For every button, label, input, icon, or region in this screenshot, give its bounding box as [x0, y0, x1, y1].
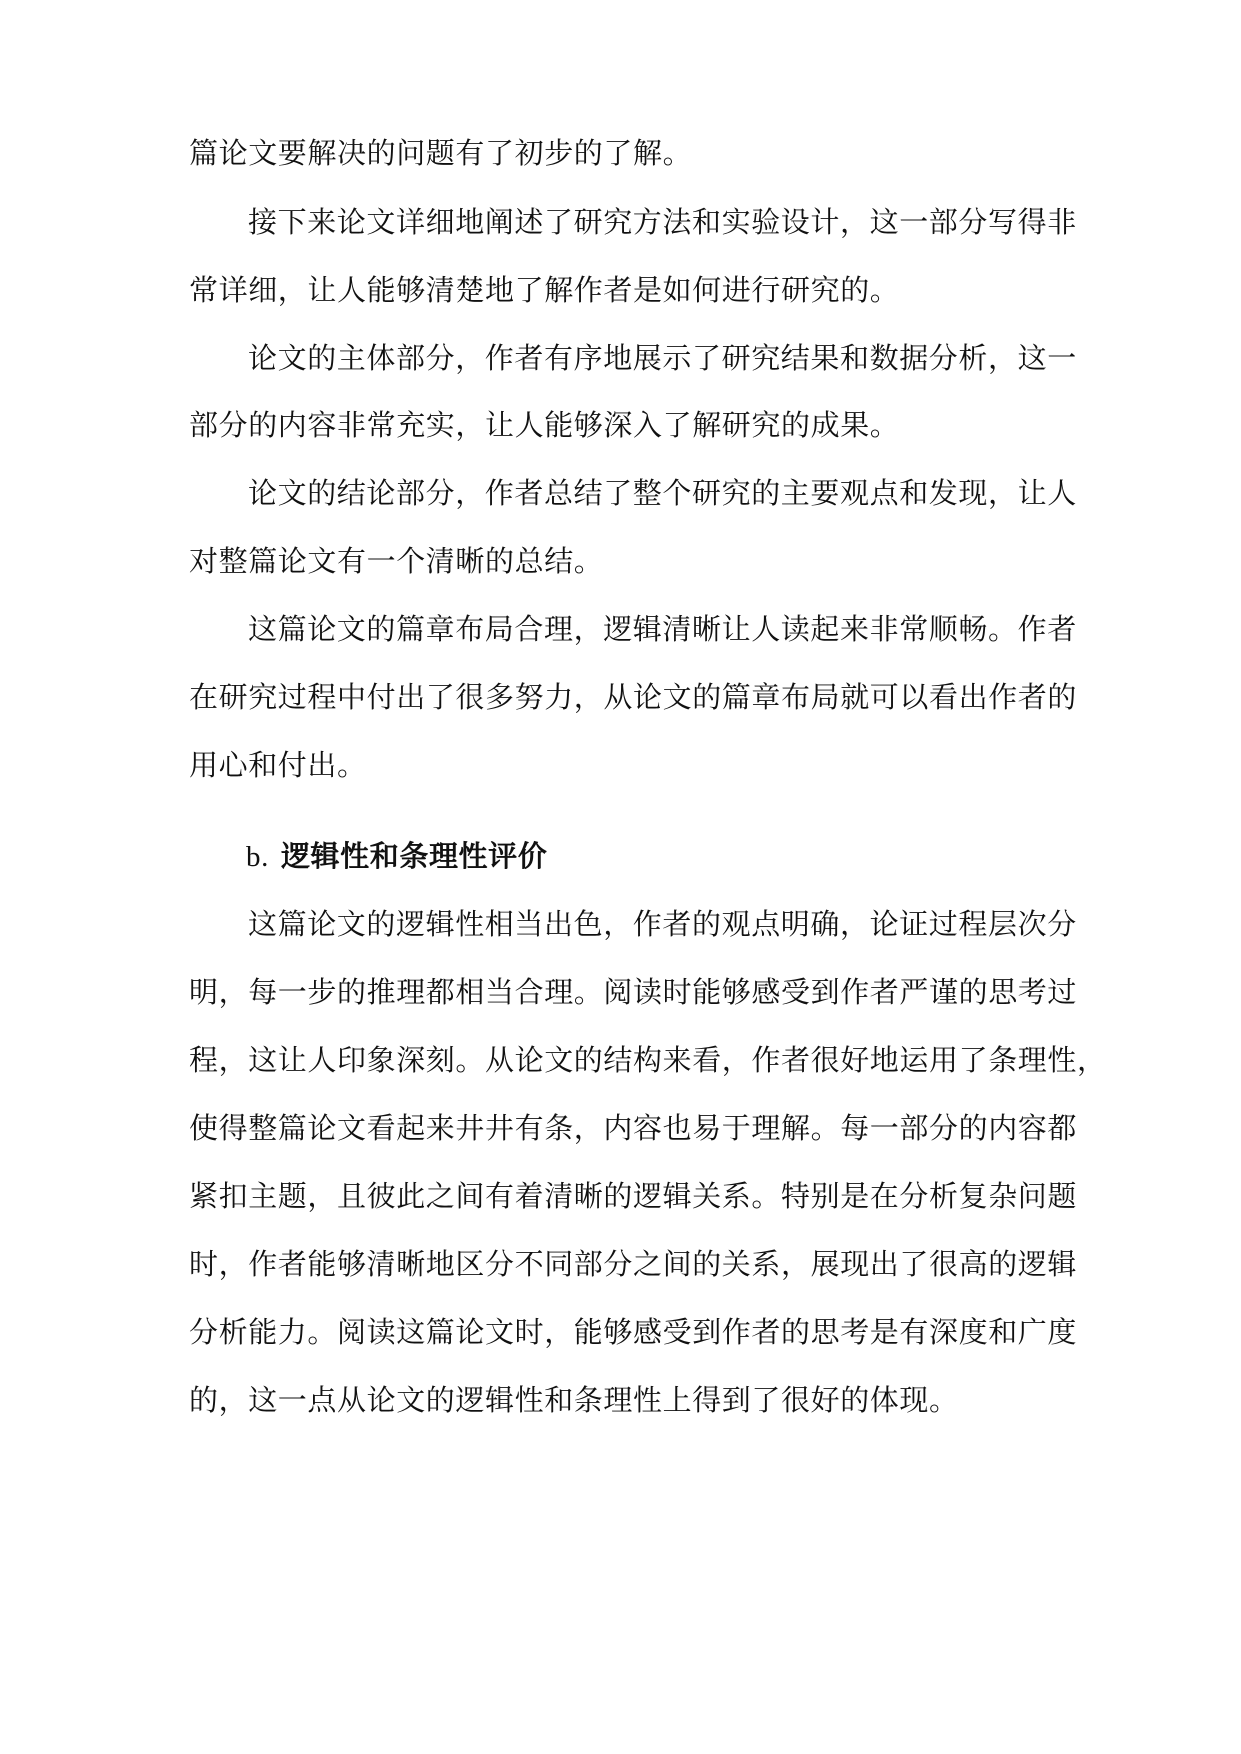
paragraph-5-line-3: 用心和付出。 — [189, 748, 367, 782]
paragraph-4-line-2: 对整篇论文有一个清晰的总结。 — [189, 544, 604, 578]
paragraph-3-line-2: 部分的内容非常充实，让人能够深入了解研究的成果。 — [189, 408, 900, 442]
section-paragraph-line-5: 紧扣主题，且彼此之间有着清晰的逻辑关系。特别是在分析复杂问题 — [189, 1179, 1078, 1213]
section-title: 逻辑性和条理性评价 — [280, 839, 548, 873]
section-paragraph-line-7: 分析能力。阅读这篇论文时，能够感受到作者的思考是有深度和广度 — [189, 1315, 1078, 1349]
section-paragraph-line-8: 的，这一点从论文的逻辑性和条理性上得到了很好的体现。 — [189, 1383, 959, 1417]
section-paragraph-line-1: 这篇论文的逻辑性相当出色，作者的观点明确，论证过程层次分 — [248, 907, 1077, 941]
paragraph-2-line-2: 常详细，让人能够清楚地了解作者是如何进行研究的。 — [189, 273, 900, 307]
paragraph-5-line-2: 在研究过程中付出了很多努力，从论文的篇章布局就可以看出作者的 — [189, 680, 1078, 714]
section-heading — [246, 836, 547, 876]
section-paragraph-line-3: 程，这让人印象深刻。从论文的结构来看，作者很好地运用了条理性， — [189, 1043, 1107, 1077]
paragraph-1-line-1: 篇论文要解决的问题有了初步的了解。 — [189, 136, 693, 170]
paragraph-5-line-1: 这篇论文的篇章布局合理，逻辑清晰让人读起来非常顺畅。作者 — [248, 612, 1077, 646]
section-marker: b. — [246, 841, 269, 873]
paragraph-4-line-1: 论文的结论部分，作者总结了整个研究的主要观点和发现，让人 — [248, 476, 1077, 510]
section-paragraph-line-2: 明，每一步的推理都相当合理。阅读时能够感受到作者严谨的思考过 — [189, 975, 1078, 1009]
section-paragraph-line-6: 时，作者能够清晰地区分不同部分之间的关系，展现出了很高的逻辑 — [189, 1247, 1078, 1281]
paragraph-3-line-1: 论文的主体部分，作者有序地展示了研究结果和数据分析，这一 — [248, 341, 1077, 375]
paragraph-2-line-1: 接下来论文详细地阐述了研究方法和实验设计，这一部分写得非 — [248, 205, 1077, 239]
section-paragraph-line-4: 使得整篇论文看起来井井有条，内容也易于理解。每一部分的内容都 — [189, 1111, 1078, 1145]
